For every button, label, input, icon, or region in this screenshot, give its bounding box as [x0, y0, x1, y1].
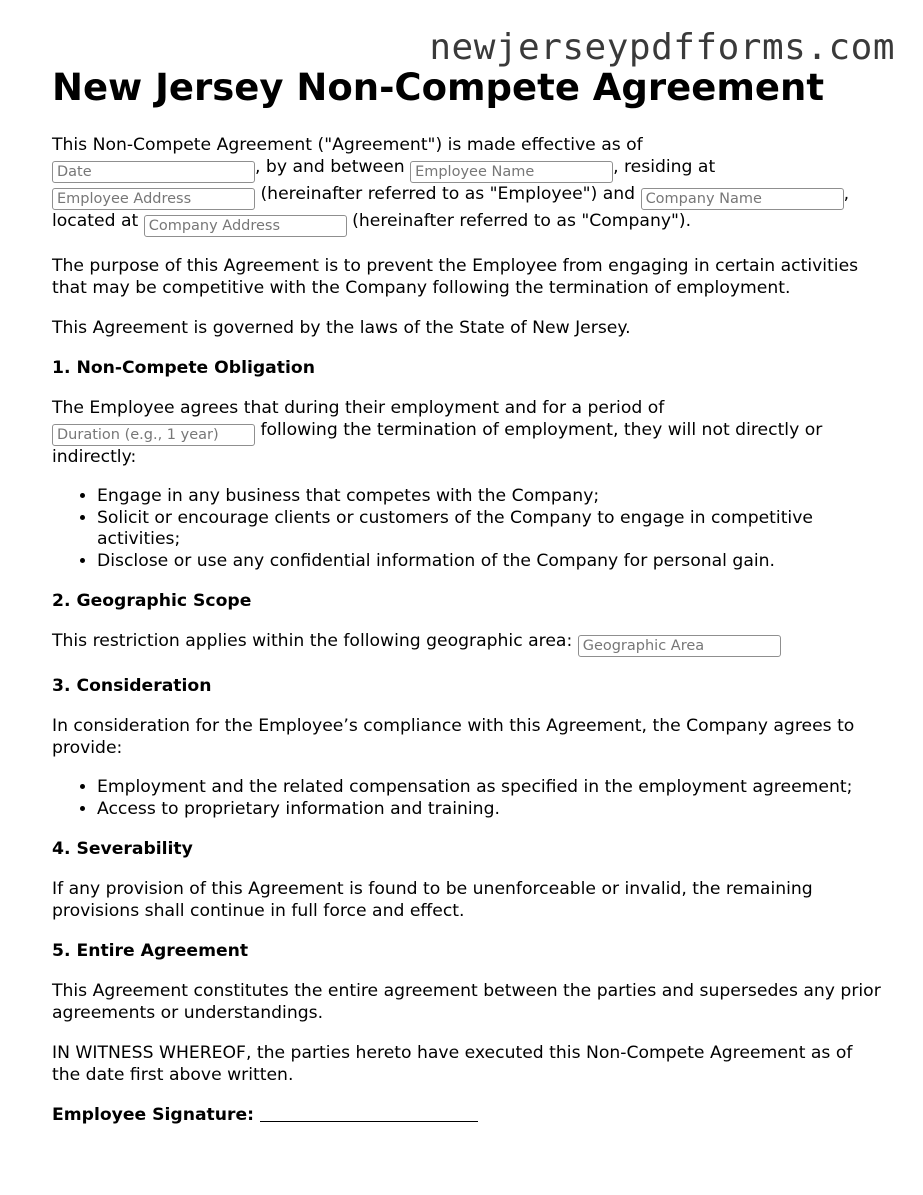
section-3-text: In consideration for the Employee’s compliance with this Agreement, the Company agrees to provide: — [52, 716, 855, 758]
intro-text-7: (hereinafter referred to as "Company"). — [352, 211, 692, 231]
witness-paragraph: IN WITNESS WHEREOF, the parties hereto have executed this Non-Compete Agreement as of the date first above written. — [52, 1043, 853, 1085]
intro-paragraph — [52, 134, 882, 237]
section-1-list — [52, 486, 882, 572]
employee-signature-row — [52, 1104, 882, 1126]
section-5-heading: 5. Entire Agreement — [52, 941, 249, 961]
employee-address-field[interactable] — [52, 188, 255, 210]
intro-text-5: , — [843, 184, 850, 204]
section-3-heading: 3. Consideration — [52, 676, 212, 696]
page-title: New Jersey Non-Compete Agreement — [52, 66, 825, 109]
section-4-heading: 4. Severability — [52, 839, 193, 859]
intro-text-1: This Non-Compete Agreement ("Agreement") is made effective as of — [52, 135, 643, 155]
duration-field[interactable] — [52, 424, 255, 446]
section-3-list — [52, 777, 882, 820]
section-4-text: If any provision of this Agreement is found to be unenforceable or invalid, the remaining provisions shall continue in full force and effect. — [52, 879, 813, 921]
intro-text-3: , residing at — [613, 157, 716, 177]
section-1-heading: 1. Non-Compete Obligation — [52, 358, 315, 378]
purpose-paragraph: The purpose of this Agreement is to prevent the Employee from engaging in certain activities that may be competitive with the Company following the termination of employment. — [52, 256, 859, 298]
intro-text-6: located at — [52, 211, 139, 231]
employee-signature-line[interactable] — [260, 1104, 478, 1122]
date-field[interactable] — [52, 161, 255, 183]
employee-signature-label: Employee Signature: — [52, 1105, 255, 1125]
governing-law-paragraph: This Agreement is governed by the laws of the State of New Jersey. — [52, 318, 631, 338]
section-2-text-a: This restriction applies within the following geographic area: — [52, 631, 573, 651]
list-item: • Employment and the related compensation as specified in the employment agreement; — [97, 777, 882, 799]
site-watermark: newjerseypdfforms.com — [429, 27, 895, 68]
section-2-heading: 2. Geographic Scope — [52, 591, 252, 611]
list-item: • Disclose or use any confidential information of the Company for personal gain. — [97, 551, 882, 573]
list-item: • Solicit or encourage clients or customers of the Company to engage in competitive activities; — [97, 508, 882, 551]
intro-text-2: , by and between — [255, 157, 405, 177]
section-1-text-a: The Employee agrees that during their employment and for a period of — [52, 398, 665, 418]
section-2-text — [52, 630, 882, 657]
section-1-text-b: following the termination of employment, they will not directly or indirectly: — [52, 420, 823, 467]
intro-text-4: (hereinafter referred to as "Employee") and — [260, 184, 636, 204]
list-item: • Access to proprietary information and training. — [97, 799, 882, 821]
agreement-document — [52, 66, 882, 1126]
company-name-field[interactable] — [641, 188, 844, 210]
list-item: • Engage in any business that competes with the Company; — [97, 486, 882, 508]
section-1-text — [52, 397, 882, 468]
company-address-field[interactable] — [144, 215, 347, 237]
geographic-area-field[interactable] — [578, 635, 781, 657]
section-5-text: This Agreement constitutes the entire agreement between the parties and supersedes any prior agreements or understandings. — [52, 981, 881, 1023]
employee-name-field[interactable] — [410, 161, 613, 183]
